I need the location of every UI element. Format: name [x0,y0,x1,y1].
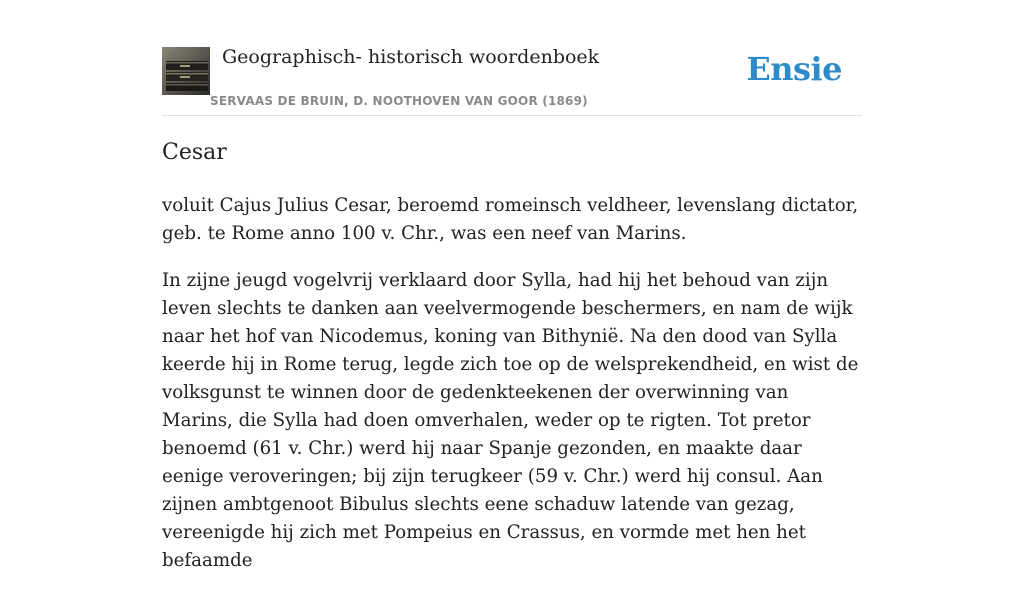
brand-logo[interactable]: Ensie [746,50,842,88]
entry-title: Cesar [162,140,227,165]
book-title[interactable]: Geographisch- historisch woordenboek [222,46,600,68]
book-cover-icon[interactable] [162,47,210,95]
entry-paragraph: In zijne jeugd vogelvrij verklaard door Sylla, had hij het behoud van zijn leven slechts te danken aan veelvermogende beschermers, en nam de wijk naar het hof van Nicodemus, koning van Bithynië. Na den dood van Sylla keerde hij in Rome terug, legde zich toe op de welsprekendheid, en wist de volksgunst te winnen door de gedenkteekenen der overwinning van Marins, die Sylla had doen omverhalen, weder op te rigten. Tot pretor benoemd (61 v. Chr.) werd hij naar Spanje gezonden, en maakte daar eenige veroveringen; bij zijn terugkeer (59 v. Chr.) werd hij consul. Aan zijnen ambtgenoot Bibulus slechts eene schaduw latende van gezag, vereenigde hij zich met Pompeius en Crassus, en vormde met hen het befaamde [162,270,859,571]
entry-paragraph: voluit Cajus Julius Cesar, beroemd romeinsch veldheer, levenslang dictator, geb. te Rome anno 100 v. Chr., was een neef van Marins. [162,195,859,244]
entry-body [162,192,862,594]
book-header [162,0,862,116]
content-container [162,0,862,571]
book-authors: SERVAAS DE BRUIN, D. NOOTHOVEN VAN GOOR (1869) [210,94,588,108]
